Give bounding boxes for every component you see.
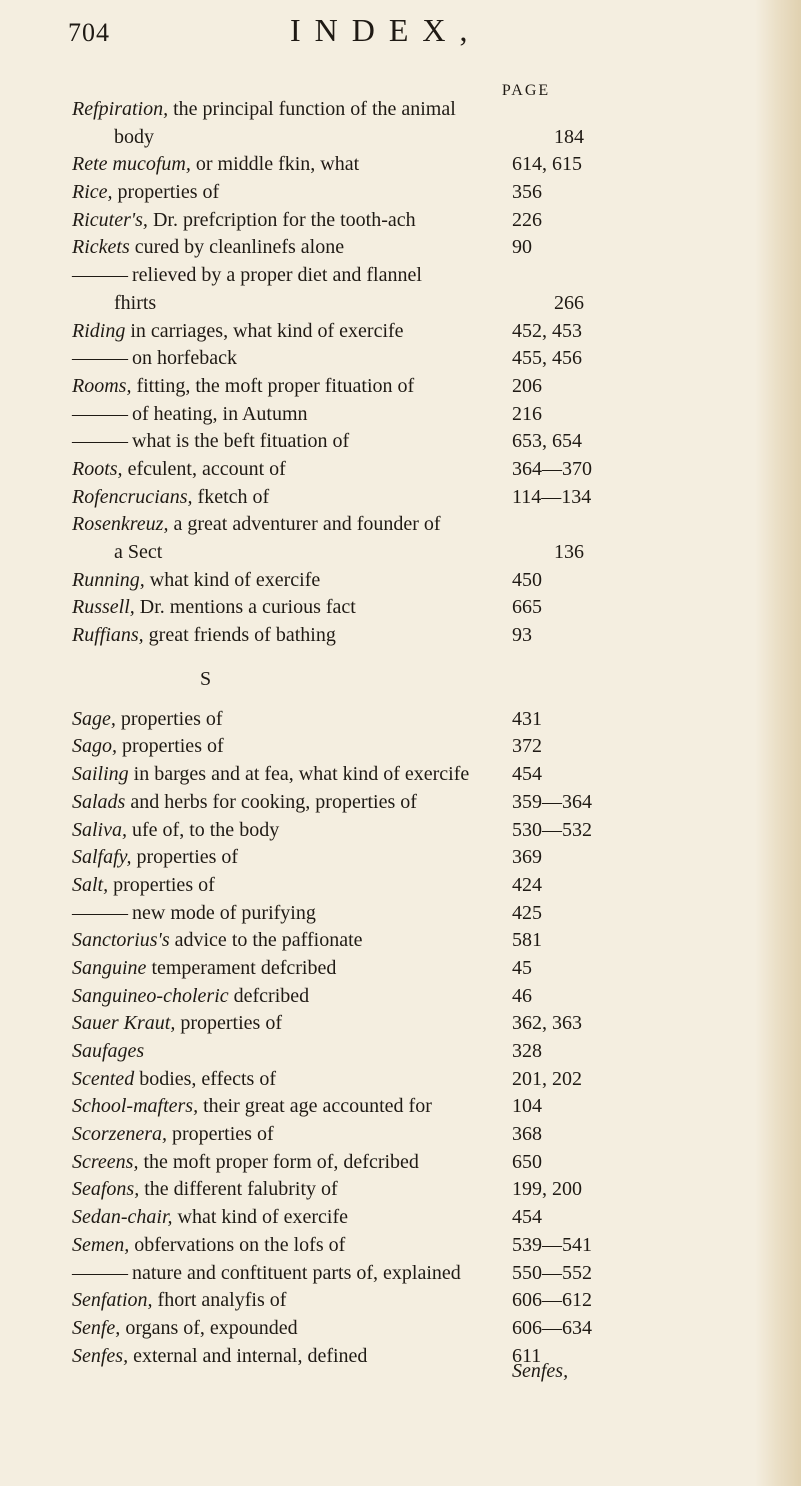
entry-text: Sedan-chair, what kind of exercife xyxy=(72,1206,349,1229)
index-entry xyxy=(72,957,762,985)
entry-text: Sanguineo-choleric defcribed xyxy=(72,984,310,1007)
entry-text: Russell, Dr. mentions a curious fact xyxy=(72,596,356,619)
index-entry xyxy=(72,929,762,957)
entry-text: fhirts xyxy=(114,291,157,314)
entry-page: 216 xyxy=(512,402,542,425)
index-entry xyxy=(72,403,762,431)
index-entry xyxy=(72,1345,762,1373)
entry-term: Scorzenera, xyxy=(72,1123,167,1146)
entry-term: Riding xyxy=(72,319,126,342)
index-entry xyxy=(72,1317,762,1345)
index-entry xyxy=(72,624,762,652)
entry-page: 362, 363 xyxy=(512,1012,582,1035)
entry-term: Scented xyxy=(72,1067,135,1090)
entry-page: 266 xyxy=(554,291,584,314)
entry-term: Screens, xyxy=(72,1150,139,1173)
section-letter: S xyxy=(200,668,212,691)
entry-term: Sage, xyxy=(72,707,116,730)
index-entry xyxy=(72,264,762,292)
entry-page: 539—541 xyxy=(512,1233,592,1256)
entry-text: Senfes, external and internal, defined xyxy=(72,1344,368,1367)
index-entry xyxy=(72,1289,762,1317)
entry-text: Salt, properties of xyxy=(72,873,215,896)
entry-page: 184 xyxy=(554,125,584,148)
entry-page: 372 xyxy=(512,735,542,758)
entry-text: Semen, obfervations on the lofs of xyxy=(72,1233,346,1256)
index-entry xyxy=(72,430,762,458)
entry-text: Rofencrucians, fketch of xyxy=(72,485,270,508)
index-entry xyxy=(72,458,762,486)
entry-page: 550—552 xyxy=(512,1261,592,1284)
entry-page: 368 xyxy=(512,1123,542,1146)
catchword: Senfes, xyxy=(512,1360,569,1382)
entry-term: Salads xyxy=(72,790,126,813)
index-entry xyxy=(72,1012,762,1040)
entry-term: Saufages xyxy=(72,1040,145,1062)
entry-term: Roots, xyxy=(72,457,123,480)
entry-page: 455, 456 xyxy=(512,347,582,370)
entry-page: 206 xyxy=(512,374,542,397)
entry-text xyxy=(72,1040,472,1063)
index-entry xyxy=(72,791,762,819)
index-entry xyxy=(72,375,762,403)
entry-page: 364—370 xyxy=(512,457,592,480)
index-entry xyxy=(72,596,762,624)
entry-page: 136 xyxy=(554,541,584,563)
index-entry xyxy=(72,1040,762,1068)
entry-page: 606—634 xyxy=(512,1316,592,1339)
entry-page: 611 xyxy=(512,1344,542,1367)
entry-text: Riding in carriages, what kind of exercife xyxy=(72,319,404,342)
entry-text: Sage, properties of xyxy=(72,707,223,730)
entry-term: Rofencrucians, xyxy=(72,485,193,508)
index-entry xyxy=(72,902,762,930)
index-entry xyxy=(72,541,762,569)
entry-term: Russell, xyxy=(72,596,135,619)
section-heading xyxy=(72,652,762,708)
entry-term: Seafons, xyxy=(72,1178,140,1201)
index-entry xyxy=(72,985,762,1013)
entry-text: Sanguine temperament defcribed xyxy=(72,956,337,979)
index-entry xyxy=(72,819,762,847)
entry-page: 114—134 xyxy=(512,485,592,508)
index-entry xyxy=(72,126,762,154)
index-entry xyxy=(72,708,762,736)
entry-text: Saliva, ufe of, to the body xyxy=(72,818,280,841)
entry-page: 328 xyxy=(512,1040,542,1062)
page-title: INDEX, xyxy=(290,12,482,48)
entry-text: Rete mucofum, or middle fkin, what xyxy=(72,153,360,176)
entry-page: 425 xyxy=(512,901,542,924)
entry-text: ——— on horfeback xyxy=(72,347,472,370)
entry-text: School-mafters, their great age accounted for xyxy=(72,1095,432,1118)
entry-term: Rete mucofum, xyxy=(72,153,191,176)
entry-term: Rooms, xyxy=(72,374,132,397)
entry-page: 650 xyxy=(512,1150,542,1173)
entry-page: 606—612 xyxy=(512,1289,592,1312)
entry-text: Sauer Kraut, properties of xyxy=(72,1012,282,1035)
entry-term: Sanguineo-choleric xyxy=(72,984,229,1007)
index-entry xyxy=(72,486,762,514)
entry-term: Ricuter's, xyxy=(72,208,148,231)
entry-page: 90 xyxy=(512,236,532,259)
index-entry xyxy=(72,1151,762,1179)
entry-text: Sanctorius's advice to the paffionate xyxy=(72,929,363,952)
entry-text: a Sect xyxy=(114,541,163,563)
index-entry xyxy=(72,1262,762,1290)
entry-page: 199, 200 xyxy=(512,1178,582,1201)
entry-page: 452, 453 xyxy=(512,319,582,342)
index-entry xyxy=(72,735,762,763)
page-column-label: PAGE xyxy=(501,82,551,99)
entry-term: Sanctorius's xyxy=(72,929,170,952)
index-entry xyxy=(72,763,762,791)
entry-text: Ricuter's, Dr. prefcription for the tooth-ach xyxy=(72,208,416,231)
entry-page: 530—532 xyxy=(512,818,592,841)
entry-text: Rosenkreuz, a great adventurer and founder of xyxy=(72,513,441,536)
entry-text: Scorzenera, properties of xyxy=(72,1123,274,1146)
entry-term: Rice, xyxy=(72,181,113,204)
entry-page: 359—364 xyxy=(512,790,592,813)
entry-text: Seafons, the different falubrity of xyxy=(72,1178,338,1201)
index-entry xyxy=(72,320,762,348)
index-entry xyxy=(72,209,762,237)
index-entry xyxy=(72,1068,762,1096)
entry-text: body xyxy=(114,125,154,148)
entry-term: Sedan-chair, xyxy=(72,1206,173,1229)
entry-page: 201, 202 xyxy=(512,1067,582,1090)
entry-text: Salads and herbs for cooking, properties of xyxy=(72,790,417,813)
entry-term: Rickets xyxy=(72,236,130,259)
entry-text: Rice, properties of xyxy=(72,181,220,204)
index-entries xyxy=(72,98,762,1372)
entry-text: ——— what is the beft fituation of xyxy=(72,430,472,453)
entry-page: 356 xyxy=(512,181,542,204)
entry-page: 93 xyxy=(512,624,532,647)
entry-term: Salfafy, xyxy=(72,846,132,869)
entry-page: 226 xyxy=(512,208,542,231)
entry-text: Rickets cured by cleanlinefs alone xyxy=(72,236,345,259)
entry-term: School-mafters, xyxy=(72,1095,199,1118)
entry-term: Running, xyxy=(72,568,145,591)
entry-term: Salt, xyxy=(72,873,109,896)
index-entry xyxy=(72,569,762,597)
entry-term: Saliva, xyxy=(72,818,127,841)
index-entry xyxy=(72,1095,762,1123)
entry-page: 45 xyxy=(512,956,532,979)
entry-text: Senfe, organs of, expounded xyxy=(72,1316,298,1339)
entry-term: Sailing xyxy=(72,763,129,786)
index-entry xyxy=(72,846,762,874)
entry-term: Sanguine xyxy=(72,956,147,979)
index-entry xyxy=(72,874,762,902)
entry-page: 431 xyxy=(512,707,542,730)
entry-term: Senfation, xyxy=(72,1289,153,1312)
entry-term: Senfes, xyxy=(72,1344,129,1367)
index-entry xyxy=(72,236,762,264)
entry-text: ——— nature and conftituent parts of, explained xyxy=(72,1262,472,1285)
entry-page: 614, 615 xyxy=(512,153,582,176)
entry-text: ——— new mode of purifying xyxy=(72,902,472,925)
entry-page: 653, 654 xyxy=(512,430,582,453)
index-entry xyxy=(72,292,762,320)
entry-term: Ruffians, xyxy=(72,624,144,647)
entry-page: 46 xyxy=(512,984,532,1007)
entry-text: ——— relieved by a proper diet and flannel xyxy=(72,264,472,287)
index-entry xyxy=(72,1234,762,1262)
entry-page: 581 xyxy=(512,929,542,952)
entry-term: Sago, xyxy=(72,735,117,758)
entry-text: Refpiration, the principal function of the animal xyxy=(72,98,456,120)
entry-page: 424 xyxy=(512,873,542,896)
index-entry xyxy=(72,98,762,126)
section-s xyxy=(72,708,762,1373)
entry-page: 454 xyxy=(512,1206,542,1229)
index-entry xyxy=(72,181,762,209)
entry-text: Senfation, fhort analyfis of xyxy=(72,1289,287,1312)
entry-text: Ruffians, great friends of bathing xyxy=(72,624,336,647)
entry-page: 104 xyxy=(512,1095,542,1118)
entry-text: Rooms, fitting, the moft proper fituation of xyxy=(72,374,415,397)
page-number: 704 xyxy=(68,18,110,47)
entry-term: Rosenkreuz, xyxy=(72,513,169,536)
entry-page: 665 xyxy=(512,596,542,619)
entry-text: Sago, properties of xyxy=(72,735,224,758)
entry-text: Salfafy, properties of xyxy=(72,846,239,869)
entry-text: Screens, the moft proper form of, defcribed xyxy=(72,1150,419,1173)
entry-page: 450 xyxy=(512,568,542,591)
entry-term: Sauer Kraut, xyxy=(72,1012,176,1035)
entry-page: 369 xyxy=(512,846,542,869)
entry-term: Refpiration, xyxy=(72,98,169,120)
entry-text: Scented bodies, effects of xyxy=(72,1067,276,1090)
entry-page: 454 xyxy=(512,763,542,786)
entry-term: Senfe, xyxy=(72,1316,121,1339)
section-r xyxy=(72,98,762,652)
index-entry xyxy=(72,347,762,375)
index-entry xyxy=(72,513,762,541)
entry-text: Roots, efculent, account of xyxy=(72,457,286,480)
entry-term: Semen, xyxy=(72,1233,130,1256)
index-entry xyxy=(72,1206,762,1234)
entry-text: Sailing in barges and at fea, what kind of exercife xyxy=(72,763,470,786)
index-entry xyxy=(72,153,762,181)
page-header xyxy=(60,6,760,50)
entry-text: Running, what kind of exercife xyxy=(72,568,321,591)
index-entry xyxy=(72,1123,762,1151)
index-entry xyxy=(72,1178,762,1206)
entry-text: ——— of heating, in Autumn xyxy=(72,403,472,426)
